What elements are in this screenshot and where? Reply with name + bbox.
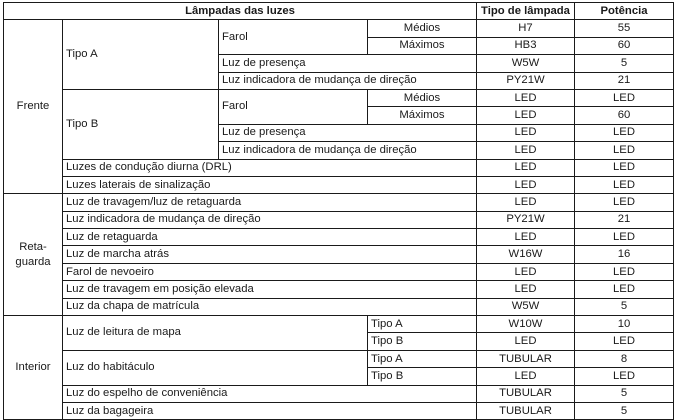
group-interior: Interior [4, 316, 63, 420]
power-cell: LED [575, 229, 674, 246]
bulb-type-cell: PY21W [477, 72, 575, 89]
table-row [4, 298, 674, 315]
bulb-type-cell: W16W [477, 246, 575, 263]
interior-leitura-tipo-a: Tipo A [368, 316, 477, 333]
interior-habitaculo: Luz do habitáculo [63, 350, 368, 385]
header-row [4, 3, 674, 20]
table-row [4, 402, 674, 419]
interior-habitaculo-tipo-b: Tipo B [368, 368, 477, 385]
bulb-spec-table [3, 2, 674, 420]
power-cell: 5 [575, 55, 674, 72]
bulb-type-cell: LED [477, 263, 575, 280]
power-cell: LED [575, 142, 674, 159]
front-b-farol: Farol [219, 89, 368, 124]
power-cell: 60 [575, 37, 674, 54]
power-cell: 5 [575, 385, 674, 402]
front-b-medios: Médios [368, 89, 477, 106]
group-front: Frente [4, 20, 63, 194]
group-rear-line2: guarda [15, 255, 51, 268]
bulb-type-cell: LED [477, 142, 575, 159]
power-cell: 5 [575, 298, 674, 315]
header-lamps: Lâmpadas das luzes [4, 3, 477, 20]
bulb-type-cell: LED [477, 89, 575, 106]
group-rear-line1: Reta- [19, 240, 47, 253]
front-a-indicadora: Luz indicadora de mudança de direção [219, 72, 477, 89]
front-laterais: Luzes laterais de sinalização [63, 176, 477, 193]
bulb-type-cell: W5W [477, 298, 575, 315]
bulb-type-cell: TUBULAR [477, 350, 575, 367]
power-cell: 8 [575, 350, 674, 367]
rear-item-label: Luz de retaguarda [63, 229, 477, 246]
table-row [4, 194, 674, 211]
power-cell: 21 [575, 211, 674, 228]
rear-item-label: Luz da chapa de matrícula [63, 298, 477, 315]
header-bulb-type: Tipo de lâmpada [477, 3, 575, 20]
bulb-type-cell: W5W [477, 55, 575, 72]
bulb-type-cell: HB3 [477, 37, 575, 54]
power-cell: 10 [575, 316, 674, 333]
bulb-type-cell: LED [477, 194, 575, 211]
bulb-type-cell: LED [477, 176, 575, 193]
header-power: Potência [575, 3, 674, 20]
interior-leitura: Luz de leitura de mapa [63, 316, 368, 351]
front-b-maximos: Máximos [368, 107, 477, 124]
bulb-type-cell: LED [477, 107, 575, 124]
power-cell: LED [575, 194, 674, 211]
rear-item-label: Luz de travagem em posição elevada [63, 281, 477, 298]
front-a-farol: Farol [219, 20, 368, 55]
bulb-type-cell: PY21W [477, 211, 575, 228]
table-row [4, 385, 674, 402]
power-cell: LED [575, 159, 674, 176]
bulb-type-cell: LED [477, 368, 575, 385]
front-a-medios: Médios [368, 20, 477, 37]
power-cell: LED [575, 281, 674, 298]
table-row [4, 89, 674, 106]
power-cell: 16 [575, 246, 674, 263]
front-tipo-b: Tipo B [63, 89, 219, 159]
bulb-type-cell: LED [477, 333, 575, 350]
rear-item-label: Farol de nevoeiro [63, 263, 477, 280]
table-row [4, 263, 674, 280]
table-row [4, 281, 674, 298]
bulb-type-cell: LED [477, 281, 575, 298]
front-a-maximos: Máximos [368, 37, 477, 54]
interior-bagageira: Luz da bagageira [63, 402, 477, 419]
front-a-presenca: Luz de presença [219, 55, 477, 72]
front-b-indicadora: Luz indicadora de mudança de direção [219, 142, 477, 159]
power-cell: LED [575, 333, 674, 350]
bulb-type-cell: LED [477, 229, 575, 246]
table-row [4, 176, 674, 193]
power-cell: 60 [575, 107, 674, 124]
bulb-type-cell: LED [477, 159, 575, 176]
rear-item-label: Luz de travagem/luz de retaguarda [63, 194, 477, 211]
table-row [4, 246, 674, 263]
power-cell: 21 [575, 72, 674, 89]
table-row [4, 350, 674, 367]
power-cell: LED [575, 176, 674, 193]
group-rear [4, 194, 63, 316]
rear-item-label: Luz de marcha atrás [63, 246, 477, 263]
table-row [4, 20, 674, 37]
interior-habitaculo-tipo-a: Tipo A [368, 350, 477, 367]
power-cell: LED [575, 89, 674, 106]
power-cell: LED [575, 368, 674, 385]
bulb-type-cell: TUBULAR [477, 385, 575, 402]
interior-leitura-tipo-b: Tipo B [368, 333, 477, 350]
power-cell: LED [575, 263, 674, 280]
front-tipo-a: Tipo A [63, 20, 219, 90]
bulb-spec-table-wrapper [3, 2, 674, 420]
table-row [4, 211, 674, 228]
power-cell: 5 [575, 402, 674, 419]
bulb-type-cell: W10W [477, 316, 575, 333]
bulb-type-cell: H7 [477, 20, 575, 37]
table-row [4, 159, 674, 176]
front-drl: Luzes de condução diurna (DRL) [63, 159, 477, 176]
table-row [4, 229, 674, 246]
front-b-presenca: Luz de presença [219, 124, 477, 141]
interior-espelho: Luz do espelho de conveniência [63, 385, 477, 402]
power-cell: LED [575, 124, 674, 141]
power-cell: 55 [575, 20, 674, 37]
bulb-type-cell: TUBULAR [477, 402, 575, 419]
table-row [4, 316, 674, 333]
bulb-type-cell: LED [477, 124, 575, 141]
rear-item-label: Luz indicadora de mudança de direção [63, 211, 477, 228]
